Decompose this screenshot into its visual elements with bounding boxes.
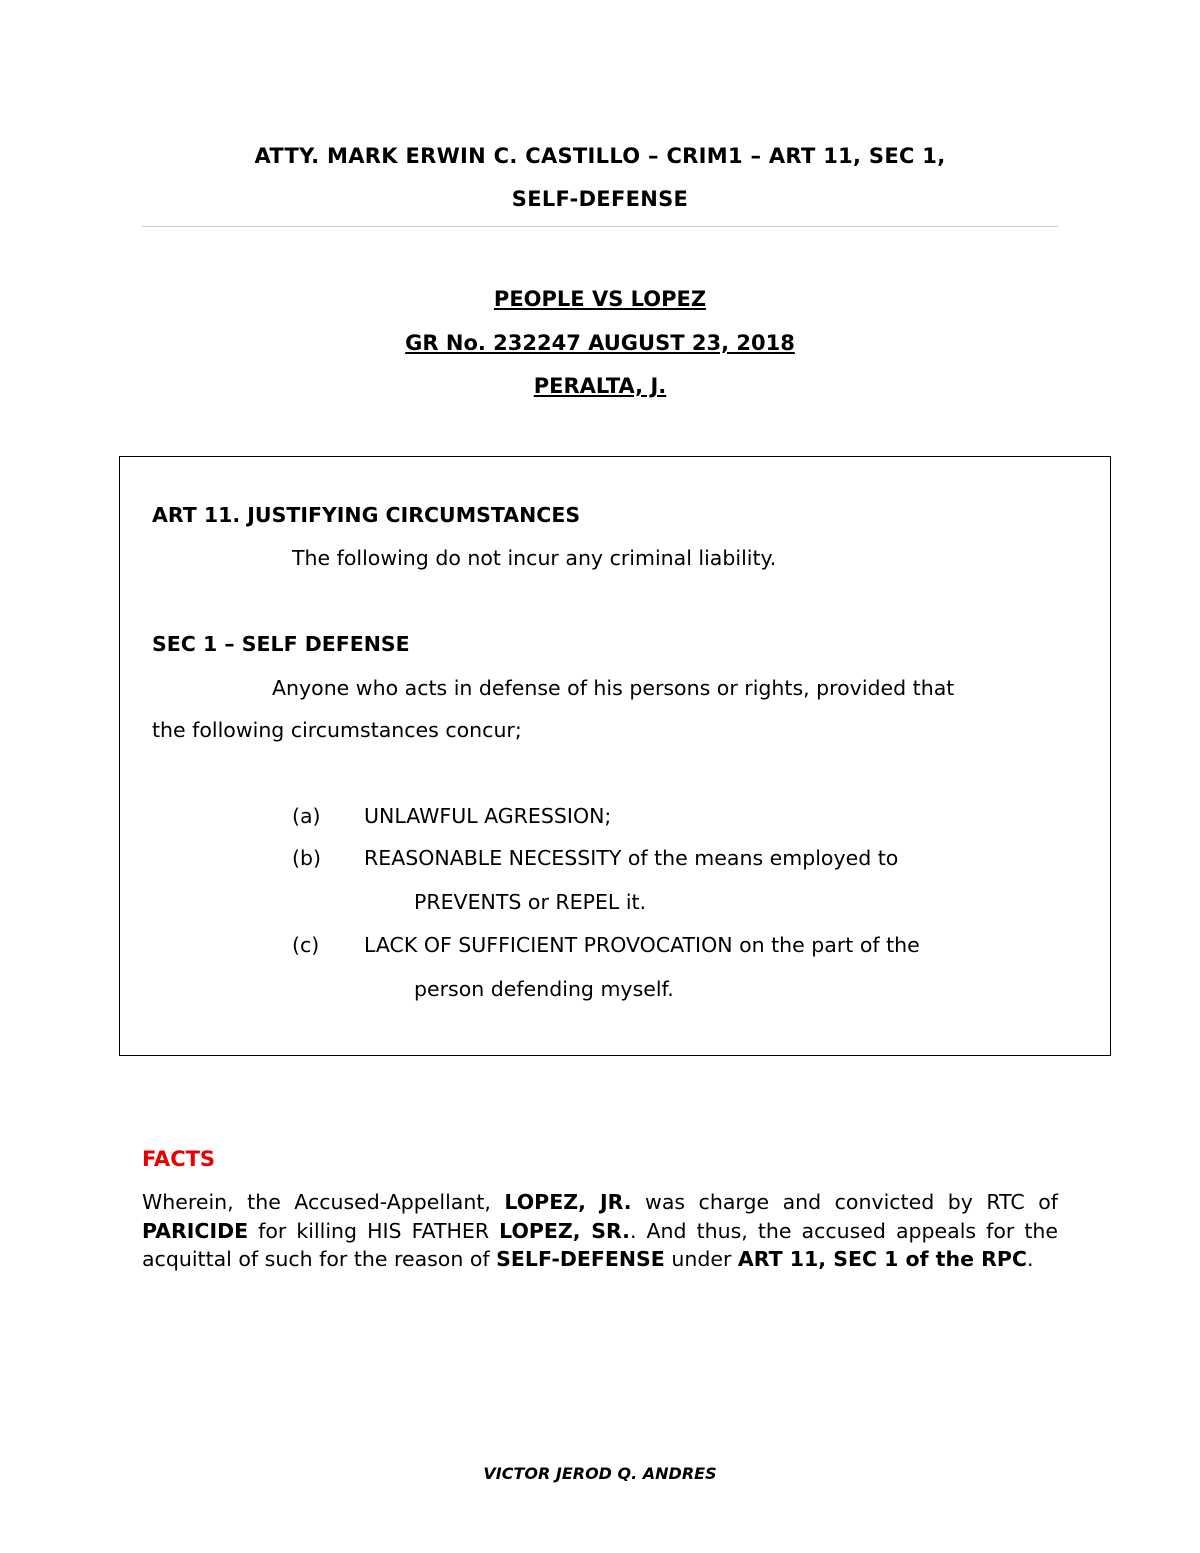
item-b-text-cont: PREVENTS or REPEL it.: [414, 890, 647, 914]
sec-text-line2: the following circumstances concur;: [152, 718, 522, 742]
defense-name: SELF-DEFENSE: [496, 1247, 665, 1271]
legal-basis: ART 11, SEC 1 of the RPC: [737, 1247, 1027, 1271]
header-divider: [142, 226, 1058, 227]
facts-paragraph: Wherein, the Accused-Appellant, LOPEZ, JR. was charge and convicted by RTC of PARICIDE for killing HIS FATHER LOPEZ, SR.. And thus, the accused appeals for the acquittal of such for the reason of SELF-DEFENSE under ART 11, SEC 1 of the RPC.: [142, 1190, 1058, 1271]
item-a-marker: (a): [292, 804, 321, 828]
document-header-line1: ATTY. MARK ERWIN C. CASTILLO – CRIM1 – ART 11, SEC 1,: [254, 144, 946, 168]
footer-author: VICTOR JEROD Q. ANDRES: [483, 1464, 717, 1483]
item-c-text: LACK OF SUFFICIENT PROVOCATION on the part of the: [364, 933, 920, 957]
sec-heading: SEC 1 – SELF DEFENSE: [152, 632, 410, 656]
item-b-text: REASONABLE NECESSITY of the means employed to: [364, 846, 899, 870]
accused-name: LOPEZ, JR.: [504, 1190, 632, 1214]
item-b-marker: (b): [292, 846, 322, 870]
case-title: PEOPLE VS LOPEZ: [493, 287, 707, 311]
item-c-text-cont: person defending myself.: [414, 977, 674, 1001]
crime-name: PARICIDE: [142, 1218, 249, 1243]
item-a-text: UNLAWFUL AGRESSION;: [364, 804, 612, 828]
item-c-marker: (c): [292, 933, 320, 957]
art-text: The following do not incur any criminal liability.: [292, 546, 777, 570]
art-heading: ART 11. JUSTIFYING CIRCUMSTANCES: [152, 503, 581, 527]
document-header-line2: SELF-DEFENSE: [511, 187, 689, 211]
victim-name: LOPEZ, SR.: [499, 1218, 630, 1243]
sec-text-line1: Anyone who acts in defense of his persons or rights, provided that: [272, 676, 955, 700]
facts-heading: FACTS: [142, 1147, 216, 1171]
case-gr-number: GR No. 232247 AUGUST 23, 2018: [405, 331, 795, 355]
case-ponente: PERALTA, J.: [533, 374, 667, 398]
